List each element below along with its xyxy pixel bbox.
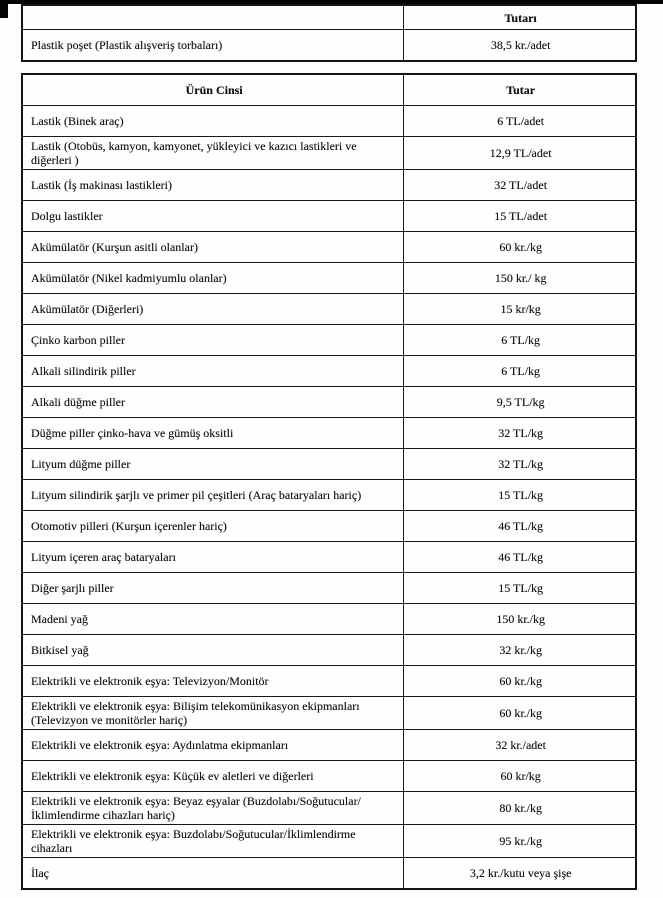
product-type-cell: Elektrikli ve elektronik eşya: Televizyon/Monitör <box>22 666 404 697</box>
amount-header: Tutar <box>404 74 636 106</box>
table-row <box>22 697 636 730</box>
table-row <box>22 387 636 418</box>
amount-cell: 6 TL/adet <box>404 106 636 137</box>
product-type-cell: Akümülatör (Nikel kadmiyumlu olanlar) <box>22 263 404 294</box>
product-type-cell: Lityum içeren araç bataryaları <box>22 542 404 573</box>
product-type-cell: Akümülatör (Kurşun asitli olanlar) <box>22 232 404 263</box>
product-type-cell: Düğme piller çinko-hava ve gümüş oksitli <box>22 418 404 449</box>
amount-header: Tutarı <box>404 5 636 30</box>
product-type-cell: Elektrikli ve elektronik eşya: Beyaz eşyalar (Buzdolabı/Soğutucular/İklimlendirme cihazları hariç) <box>22 792 404 825</box>
table-row <box>22 201 636 232</box>
amount-cell: 150 kr./ kg <box>404 263 636 294</box>
product-type-cell: Çinko karbon piller <box>22 325 404 356</box>
table-row <box>22 511 636 542</box>
product-type-header <box>22 5 404 30</box>
amount-cell: 60 kr./kg <box>404 697 636 730</box>
table-row <box>22 480 636 511</box>
product-type-cell: Lastik (Binek araç) <box>22 106 404 137</box>
product-type-cell: Lastik (İş makinası lastikleri) <box>22 170 404 201</box>
amount-cell: 60 kr./kg <box>404 232 636 263</box>
table-row <box>22 30 636 62</box>
amount-cell: 32 kr./adet <box>404 730 636 761</box>
amount-cell: 6 TL/kg <box>404 356 636 387</box>
table-header-row <box>22 5 636 30</box>
amount-cell: 60 kr/kg <box>404 761 636 792</box>
product-type-cell: Bitkisel yağ <box>22 635 404 666</box>
table-row <box>22 418 636 449</box>
product-type-cell: Plastik poşet (Plastik alışveriş torbaları) <box>22 30 404 62</box>
product-type-cell: Elektrikli ve elektronik eşya: Küçük ev aletleri ve diğerleri <box>22 761 404 792</box>
amount-cell: 80 kr./kg <box>404 792 636 825</box>
amount-cell: 46 TL/kg <box>404 511 636 542</box>
amount-cell: 46 TL/kg <box>404 542 636 573</box>
product-type-cell: Elektrikli ve elektronik eşya: Aydınlatma ekipmanları <box>22 730 404 761</box>
product-type-cell: Akümülatör (Diğerleri) <box>22 294 404 325</box>
table-row <box>22 573 636 604</box>
product-type-cell: Elektrikli ve elektronik eşya: Bilişim telekomünikasyon ekipmanları (Televizyon ve monitörler hariç) <box>22 697 404 730</box>
table-row <box>22 294 636 325</box>
product-type-cell: Lityum düğme piller <box>22 449 404 480</box>
table-row <box>22 761 636 792</box>
product-type-cell: Elektrikli ve elektronik eşya: Buzdolabı/Soğutucular/İklimlendirme cihazları <box>22 825 404 858</box>
amount-cell: 32 kr./kg <box>404 635 636 666</box>
table-row <box>22 449 636 480</box>
table-row <box>22 263 636 294</box>
product-type-cell: Madeni yağ <box>22 604 404 635</box>
amount-cell: 3,2 kr./kutu veya şişe <box>404 858 636 890</box>
product-type-cell: Otomotiv pilleri (Kurşun içerenler hariç) <box>22 511 404 542</box>
table-row <box>22 604 636 635</box>
fee-table-products <box>21 73 637 890</box>
table-row <box>22 666 636 697</box>
table-row <box>22 542 636 573</box>
product-type-header: Ürün Cinsi <box>22 74 404 106</box>
fee-table-plastic-bags <box>21 4 637 62</box>
amount-cell: 150 kr./kg <box>404 604 636 635</box>
amount-cell: 15 TL/adet <box>404 201 636 232</box>
table-row <box>22 730 636 761</box>
scan-edge-left <box>0 0 8 18</box>
table-row <box>22 170 636 201</box>
amount-cell: 15 TL/kg <box>404 573 636 604</box>
amount-cell: 32 TL/adet <box>404 170 636 201</box>
amount-cell: 32 TL/kg <box>404 418 636 449</box>
table-header-row <box>22 74 636 106</box>
table-row <box>22 825 636 858</box>
amount-cell: 15 TL/kg <box>404 480 636 511</box>
table-row <box>22 356 636 387</box>
amount-cell: 15 kr/kg <box>404 294 636 325</box>
product-type-cell: Dolgu lastikler <box>22 201 404 232</box>
table-row <box>22 232 636 263</box>
product-type-cell: İlaç <box>22 858 404 890</box>
table-row <box>22 137 636 170</box>
amount-cell: 9,5 TL/kg <box>404 387 636 418</box>
product-type-cell: Alkali düğme piller <box>22 387 404 418</box>
amount-cell: 60 kr./kg <box>404 666 636 697</box>
amount-cell: 95 kr./kg <box>404 825 636 858</box>
product-type-cell: Lastik (Otobüs, kamyon, kamyonet, yükleyici ve kazıcı lastikleri ve diğerleri ) <box>22 137 404 170</box>
amount-cell: 32 TL/kg <box>404 449 636 480</box>
amount-cell: 12,9 TL/adet <box>404 137 636 170</box>
product-type-cell: Diğer şarjlı piller <box>22 573 404 604</box>
table-row <box>22 792 636 825</box>
table-row <box>22 106 636 137</box>
table-row <box>22 635 636 666</box>
product-type-cell: Alkali silindirik piller <box>22 356 404 387</box>
amount-cell: 6 TL/kg <box>404 325 636 356</box>
product-type-cell: Lityum silindirik şarjlı ve primer pil çeşitleri (Araç bataryaları hariç) <box>22 480 404 511</box>
table-row <box>22 325 636 356</box>
amount-cell: 38,5 kr./adet <box>404 30 636 62</box>
table-row <box>22 858 636 890</box>
